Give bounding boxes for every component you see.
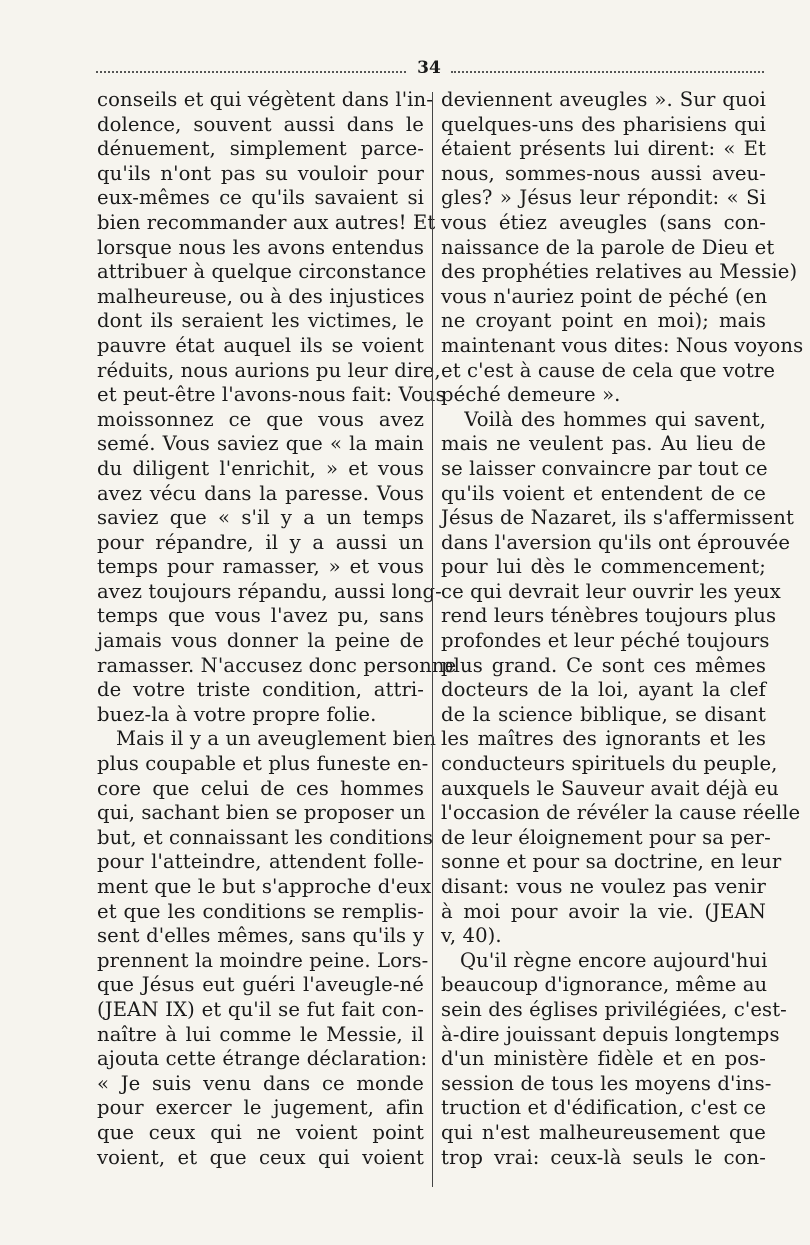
text-line: les maîtres des ignorants et les <box>441 727 766 751</box>
page-header <box>96 58 764 82</box>
text-line: voient, et que ceux qui voient <box>97 1145 424 1169</box>
text-line: pour répandre, il y a aussi un <box>97 530 424 554</box>
text-line: sein des églises privilégiées, c'est- <box>441 997 787 1021</box>
text-line: profondes et leur péché toujours <box>441 629 770 653</box>
text-line: pour lui dès le commencement; <box>441 555 766 579</box>
text-line: disant: vous ne voulez pas venir <box>441 875 766 898</box>
text-line: plus coupable et plus funeste en- <box>97 752 429 776</box>
text-line: avez vécu dans la paresse. Vous <box>97 481 424 505</box>
text-line: que ceux qui ne voient point <box>97 1120 424 1144</box>
text-line: qu'ils voient et entendent de ce <box>441 481 766 505</box>
text-line: ment que le but s'approche d'eux <box>97 875 432 898</box>
text-line: péché demeure ». <box>441 383 621 407</box>
text-line: temps que vous l'avez pu, sans <box>97 604 424 628</box>
text-line: session de tous les moyens d'ins- <box>441 1071 772 1095</box>
text-line: pour l'atteindre, attendent folle- <box>97 850 424 874</box>
text-line: attribuer à quelque circonstance <box>97 260 427 284</box>
text-line: vous n'auriez point de péché (en <box>441 284 768 308</box>
text-line: sonne et pour sa doctrine, en leur <box>441 850 782 874</box>
text-line: ramasser. N'accusez donc personne <box>97 653 457 677</box>
text-line: (JEAN IX) et qu'il se fut fait con- <box>97 997 424 1021</box>
text-line: dont ils seraient les victimes, le <box>97 309 424 333</box>
text-line: se laisser convaincre par tout ce <box>441 456 768 480</box>
text-line: truction et d'édification, c'est ce <box>441 1096 767 1120</box>
text-line: jamais vous donner la peine de <box>97 629 424 653</box>
text-line: et c'est à cause de cela que votre <box>441 358 776 382</box>
column-divider <box>432 92 433 1187</box>
header-rule-left <box>96 71 406 73</box>
text-line: et que les conditions se remplis- <box>97 899 424 923</box>
text-line: sent d'elles mêmes, sans qu'ils y <box>97 924 424 948</box>
text-line: auxquels le Sauveur avait déjà eu <box>441 776 779 800</box>
text-line: saviez que « s'il y a un temps <box>97 506 424 530</box>
text-line: plus grand. Ce sont ces mêmes <box>441 653 766 677</box>
text-line: v, 40). <box>441 924 502 948</box>
text-line: docteurs de la loi, ayant la clef <box>441 678 766 702</box>
text-line: prennent la moindre peine. Lors- <box>97 948 429 972</box>
text-line: pour exercer le jugement, afin <box>97 1096 424 1120</box>
text-line: naissance de la parole de Dieu et <box>441 235 775 259</box>
text-line: d'un ministère fidèle et en pos- <box>441 1047 766 1071</box>
text-line: rend leurs ténèbres toujours plus <box>441 604 777 628</box>
text-line: réduits, nous aurions pu leur dire, <box>97 358 441 382</box>
text-line: pauvre état auquel ils se voient <box>97 333 424 357</box>
text-line: de votre triste condition, attri- <box>97 678 424 702</box>
left-text-column <box>97 88 457 1170</box>
text-line: temps pour ramasser, » et vous <box>97 555 424 579</box>
text-line: à moi pour avoir la vie. (JEAN <box>441 899 766 923</box>
text-line: et peut-être l'avons-nous fait: Vous <box>97 383 446 407</box>
text-line: de leur éloignement pour sa per- <box>441 825 771 849</box>
text-line: que Jésus eut guéri l'aveugle-né <box>97 973 424 997</box>
text-line: dénuement, simplement parce- <box>97 137 424 161</box>
text-line: dans l'aversion qu'ils ont éprouvée <box>441 530 791 554</box>
text-line: buez-la à votre propre folie. <box>97 702 377 726</box>
text-line: naître à lui comme le Messie, il <box>97 1022 424 1046</box>
text-line: maintenant vous dites: Nous voyons <box>441 333 804 357</box>
text-line: dolence, souvent aussi dans le <box>97 112 424 136</box>
text-line: « Je suis venu dans ce monde <box>97 1071 424 1095</box>
text-line: ne croyant point en moi); mais <box>441 309 766 333</box>
text-line: eux-mêmes ce qu'ils savaient si <box>97 186 424 210</box>
text-line: conseils et qui végètent dans l'in- <box>97 88 433 111</box>
text-line: à-dire jouissant depuis longtemps <box>441 1022 780 1046</box>
text-line: core que celui de ces hommes <box>97 776 424 800</box>
text-line: de la science biblique, se disant <box>441 702 766 726</box>
text-line: des prophéties relatives au Messie) <box>441 260 798 284</box>
text-line: gles? » Jésus leur répondit: « Si <box>441 186 766 210</box>
text-line: vous étiez aveugles (sans con- <box>441 210 766 234</box>
text-line: Voilà des hommes qui savent, <box>441 407 766 431</box>
text-line: l'occasion de révéler la cause réelle <box>441 801 801 825</box>
text-line: malheureuse, ou à des injustices <box>97 284 425 308</box>
text-line: moissonnez ce que vous avez <box>97 407 424 431</box>
text-line: conducteurs spirituels du peuple, <box>441 752 778 776</box>
text-line: du diligent l'enrichit, » et vous <box>97 456 424 480</box>
text-line: Mais il y a un aveuglement bien <box>97 727 437 751</box>
header-rule-right <box>451 71 764 73</box>
text-line: mais ne veulent pas. Au lieu de <box>441 432 766 456</box>
text-line: but, et connaissant les conditions <box>97 825 434 849</box>
text-line: semé. Vous saviez que « la main <box>97 432 424 456</box>
right-text-column <box>441 88 804 1170</box>
text-line: deviennent aveugles ». Sur quoi <box>441 88 766 111</box>
text-line: bien recommander aux autres! Et <box>97 210 436 234</box>
text-line: trop vrai: ceux-là seuls le con- <box>441 1145 766 1169</box>
text-line: étaient présents lui dirent: « Et <box>441 137 766 161</box>
text-line: qu'ils n'ont pas su vouloir pour <box>97 161 424 185</box>
text-line: qui, sachant bien se proposer un <box>97 801 426 825</box>
text-line: nous, sommes-nous aussi aveu- <box>441 161 766 185</box>
text-line: ajouta cette étrange déclaration: <box>97 1047 428 1071</box>
text-line: ce qui devrait leur ouvrir les yeux <box>441 579 781 603</box>
text-line: Qu'il règne encore aujourd'hui <box>441 948 768 972</box>
text-line: quelques-uns des pharisiens qui <box>441 112 766 136</box>
text-line: Jésus de Nazaret, ils s'affermissent <box>441 506 794 530</box>
text-line: beaucoup d'ignorance, même au <box>441 973 768 997</box>
page-number: 34 <box>417 58 441 78</box>
text-line: qui n'est malheureusement que <box>441 1120 766 1144</box>
text-line: lorsque nous les avons entendus <box>97 235 424 259</box>
text-line: avez toujours répandu, aussi long- <box>97 579 442 603</box>
